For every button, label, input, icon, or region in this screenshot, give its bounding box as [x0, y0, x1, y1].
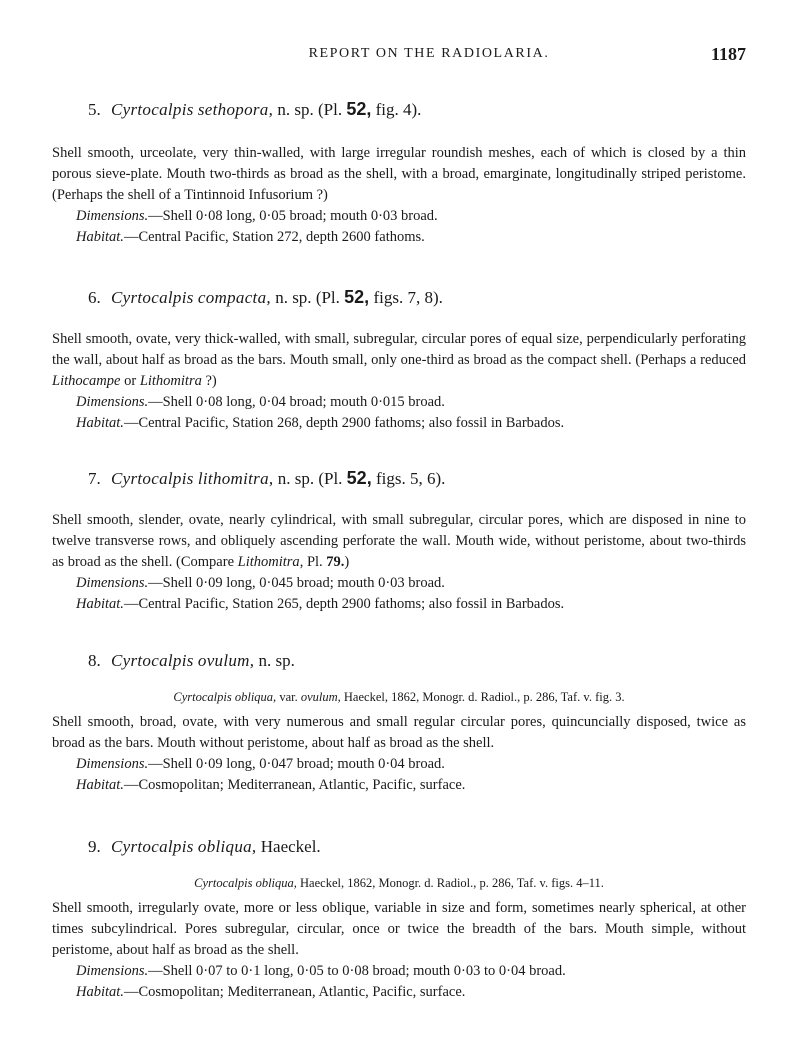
dimensions-value: —Shell 0·08 long, 0·04 broad; mouth 0·015 broad. [148, 394, 445, 410]
genus-name: Cyrtocalpis [111, 288, 194, 307]
page-header [52, 44, 746, 66]
genus-name: Cyrtocalpis [111, 469, 194, 488]
species-name: ovulum, [197, 651, 255, 670]
habitat-label: Habitat. [76, 415, 124, 431]
species-number: 8. [88, 651, 101, 670]
description: Shell smooth, urceolate, very thin-walled, with large irregular roundish meshes, each of which is closed by a thin porous sieve-plate. Mouth two-thirds as broad as the shell, with a broad, emarginate, longitudinally striped peristome. (Perhaps the shell of a Tintinnoid Infusorium ?) [52, 145, 746, 203]
species-entry-7 [52, 467, 746, 615]
habitat-label: Habitat. [76, 229, 124, 245]
species-heading [88, 836, 746, 858]
species-entry-8 [52, 650, 746, 796]
species-entry-6 [52, 286, 746, 434]
habitat-line [76, 982, 746, 1003]
dimensions-label: Dimensions. [76, 963, 149, 979]
plate-figures: figs. 5, 6). [375, 469, 446, 488]
description [52, 510, 746, 573]
genus-reference: Lithomitra [139, 373, 202, 389]
plate-number: 52, [346, 99, 372, 119]
plate-number: 52, [346, 468, 372, 488]
genus-name: Cyrtocalpis [111, 837, 194, 856]
synonym-variety: ovulum, [300, 690, 341, 704]
habitat-label: Habitat. [76, 777, 124, 793]
synonym-text: Haeckel, 1862, Monogr. d. Radiol., p. 286, Taf. v. figs. 4–11. [296, 876, 604, 890]
species-entry-9 [52, 836, 746, 1003]
description [52, 329, 746, 392]
species-heading [88, 286, 746, 309]
species-entry-5 [52, 98, 746, 248]
species-name: lithomitra, [197, 469, 274, 488]
plate-prefix: (Pl. [315, 288, 340, 307]
species-number: 5. [88, 100, 101, 119]
description-text: , Pl. [299, 554, 327, 570]
genus-name: Cyrtocalpis [111, 100, 194, 119]
synonym-text: var. [276, 690, 301, 704]
plate-number: 52, [344, 287, 370, 307]
description-text: ?) [201, 373, 217, 389]
synonym-text: Haeckel, 1862, Monogr. d. Radiol., p. 286, Taf. v. fig. 3. [340, 690, 625, 704]
description-text: ) [344, 554, 350, 570]
plate-prefix: (Pl. [318, 100, 343, 119]
dimensions-line [76, 754, 746, 775]
page-number: 1187 [710, 44, 746, 64]
description-text: Shell smooth, slender, ovate, nearly cylindrical, with small subregular, circular pores, which are disposed in nine to twelve transverse rows, and obliquely ascending perforate the wall. Mouth wide, without peristome, about two-thirds as broad as the shell. (Compare [52, 512, 746, 570]
dimensions-line [76, 961, 746, 982]
author-suffix: n. sp. [277, 100, 314, 119]
genus-name: Cyrtocalpis [111, 651, 194, 670]
dimensions-label: Dimensions. [76, 575, 149, 591]
species-name: obliqua, [197, 837, 257, 856]
habitat-value: —Central Pacific, Station 272, depth 2600 fathoms. [123, 229, 425, 245]
dimensions-value: —Shell 0·07 to 0·1 long, 0·05 to 0·08 broad; mouth 0·03 to 0·04 broad. [148, 963, 566, 979]
habitat-label: Habitat. [76, 984, 124, 1000]
dimensions-value: —Shell 0·09 long, 0·047 broad; mouth 0·04 broad. [148, 756, 445, 772]
author-suffix: n. sp. [258, 651, 295, 670]
author-suffix: n. sp. [275, 288, 312, 307]
dimensions-label: Dimensions. [76, 394, 149, 410]
species-number: 7. [88, 469, 101, 488]
habitat-value: —Cosmopolitan; Mediterranean, Atlantic, Pacific, surface. [123, 984, 466, 1000]
description-text: Shell smooth, ovate, very thick-walled, with small, subregular, circular pores of equal size, perpendicularly perforating the wall, about half as broad as the bars. Mouth small, only one-third as broad as the compact shell. (Perhaps a reduced [52, 331, 746, 368]
species-heading [88, 650, 746, 672]
dimensions-label: Dimensions. [76, 208, 149, 224]
description-text: or [120, 373, 140, 389]
plate-figures: fig. 4). [375, 100, 422, 119]
synonym-citation [52, 874, 746, 892]
dimensions-line [76, 573, 746, 594]
running-head: REPORT ON THE RADIOLARIA. [308, 46, 550, 61]
dimensions-value: —Shell 0·08 long, 0·05 broad; mouth 0·03 broad. [148, 208, 438, 224]
species-number: 6. [88, 288, 101, 307]
species-number: 9. [88, 837, 101, 856]
synonym-name: Cyrtocalpis obliqua, [194, 876, 297, 890]
habitat-line [76, 775, 746, 796]
synonym-name: Cyrtocalpis obliqua, [173, 690, 277, 704]
dimensions-line [76, 392, 746, 413]
author-suffix: Haeckel. [260, 837, 321, 856]
habitat-line [76, 227, 746, 248]
genus-reference: Lithocampe [52, 373, 121, 389]
dimensions-label: Dimensions. [76, 756, 149, 772]
species-heading [88, 98, 746, 121]
author-suffix: n. sp. [277, 469, 315, 488]
dimensions-line [76, 206, 746, 227]
species-heading [88, 467, 746, 490]
habitat-value: —Cosmopolitan; Mediterranean, Atlantic, Pacific, surface. [123, 777, 466, 793]
description: Shell smooth, irregularly ovate, more or less oblique, variable in size and form, sometimes nearly spherical, at other times subcylindrical. Pores subregular, circular, once or twice the breadth of the bars. Mouth simple, without peristome, about half as broad as the shell. [52, 900, 746, 958]
habitat-value: —Central Pacific, Station 268, depth 2900 fathoms; also fossil in Barbados. [123, 415, 565, 431]
plate-reference: 79. [326, 554, 345, 570]
habitat-line [76, 413, 746, 434]
plate-prefix: (Pl. [318, 469, 343, 488]
plate-figures: figs. 7, 8). [373, 288, 443, 307]
genus-reference: Lithomitra [237, 554, 300, 570]
description: Shell smooth, broad, ovate, with very numerous and small regular circular pores, quincuncially disposed, twice as broad as the bars. Mouth without peristome, about half as broad as the shell. [52, 714, 746, 751]
habitat-label: Habitat. [76, 596, 124, 612]
synonym-citation [52, 688, 746, 706]
species-name: compacta, [197, 288, 271, 307]
dimensions-value: —Shell 0·09 long, 0·045 broad; mouth 0·03 broad. [148, 575, 445, 591]
habitat-line [76, 594, 746, 615]
habitat-value: —Central Pacific, Station 265, depth 2900 fathoms; also fossil in Barbados. [123, 596, 565, 612]
species-name: sethopora, [197, 100, 274, 119]
